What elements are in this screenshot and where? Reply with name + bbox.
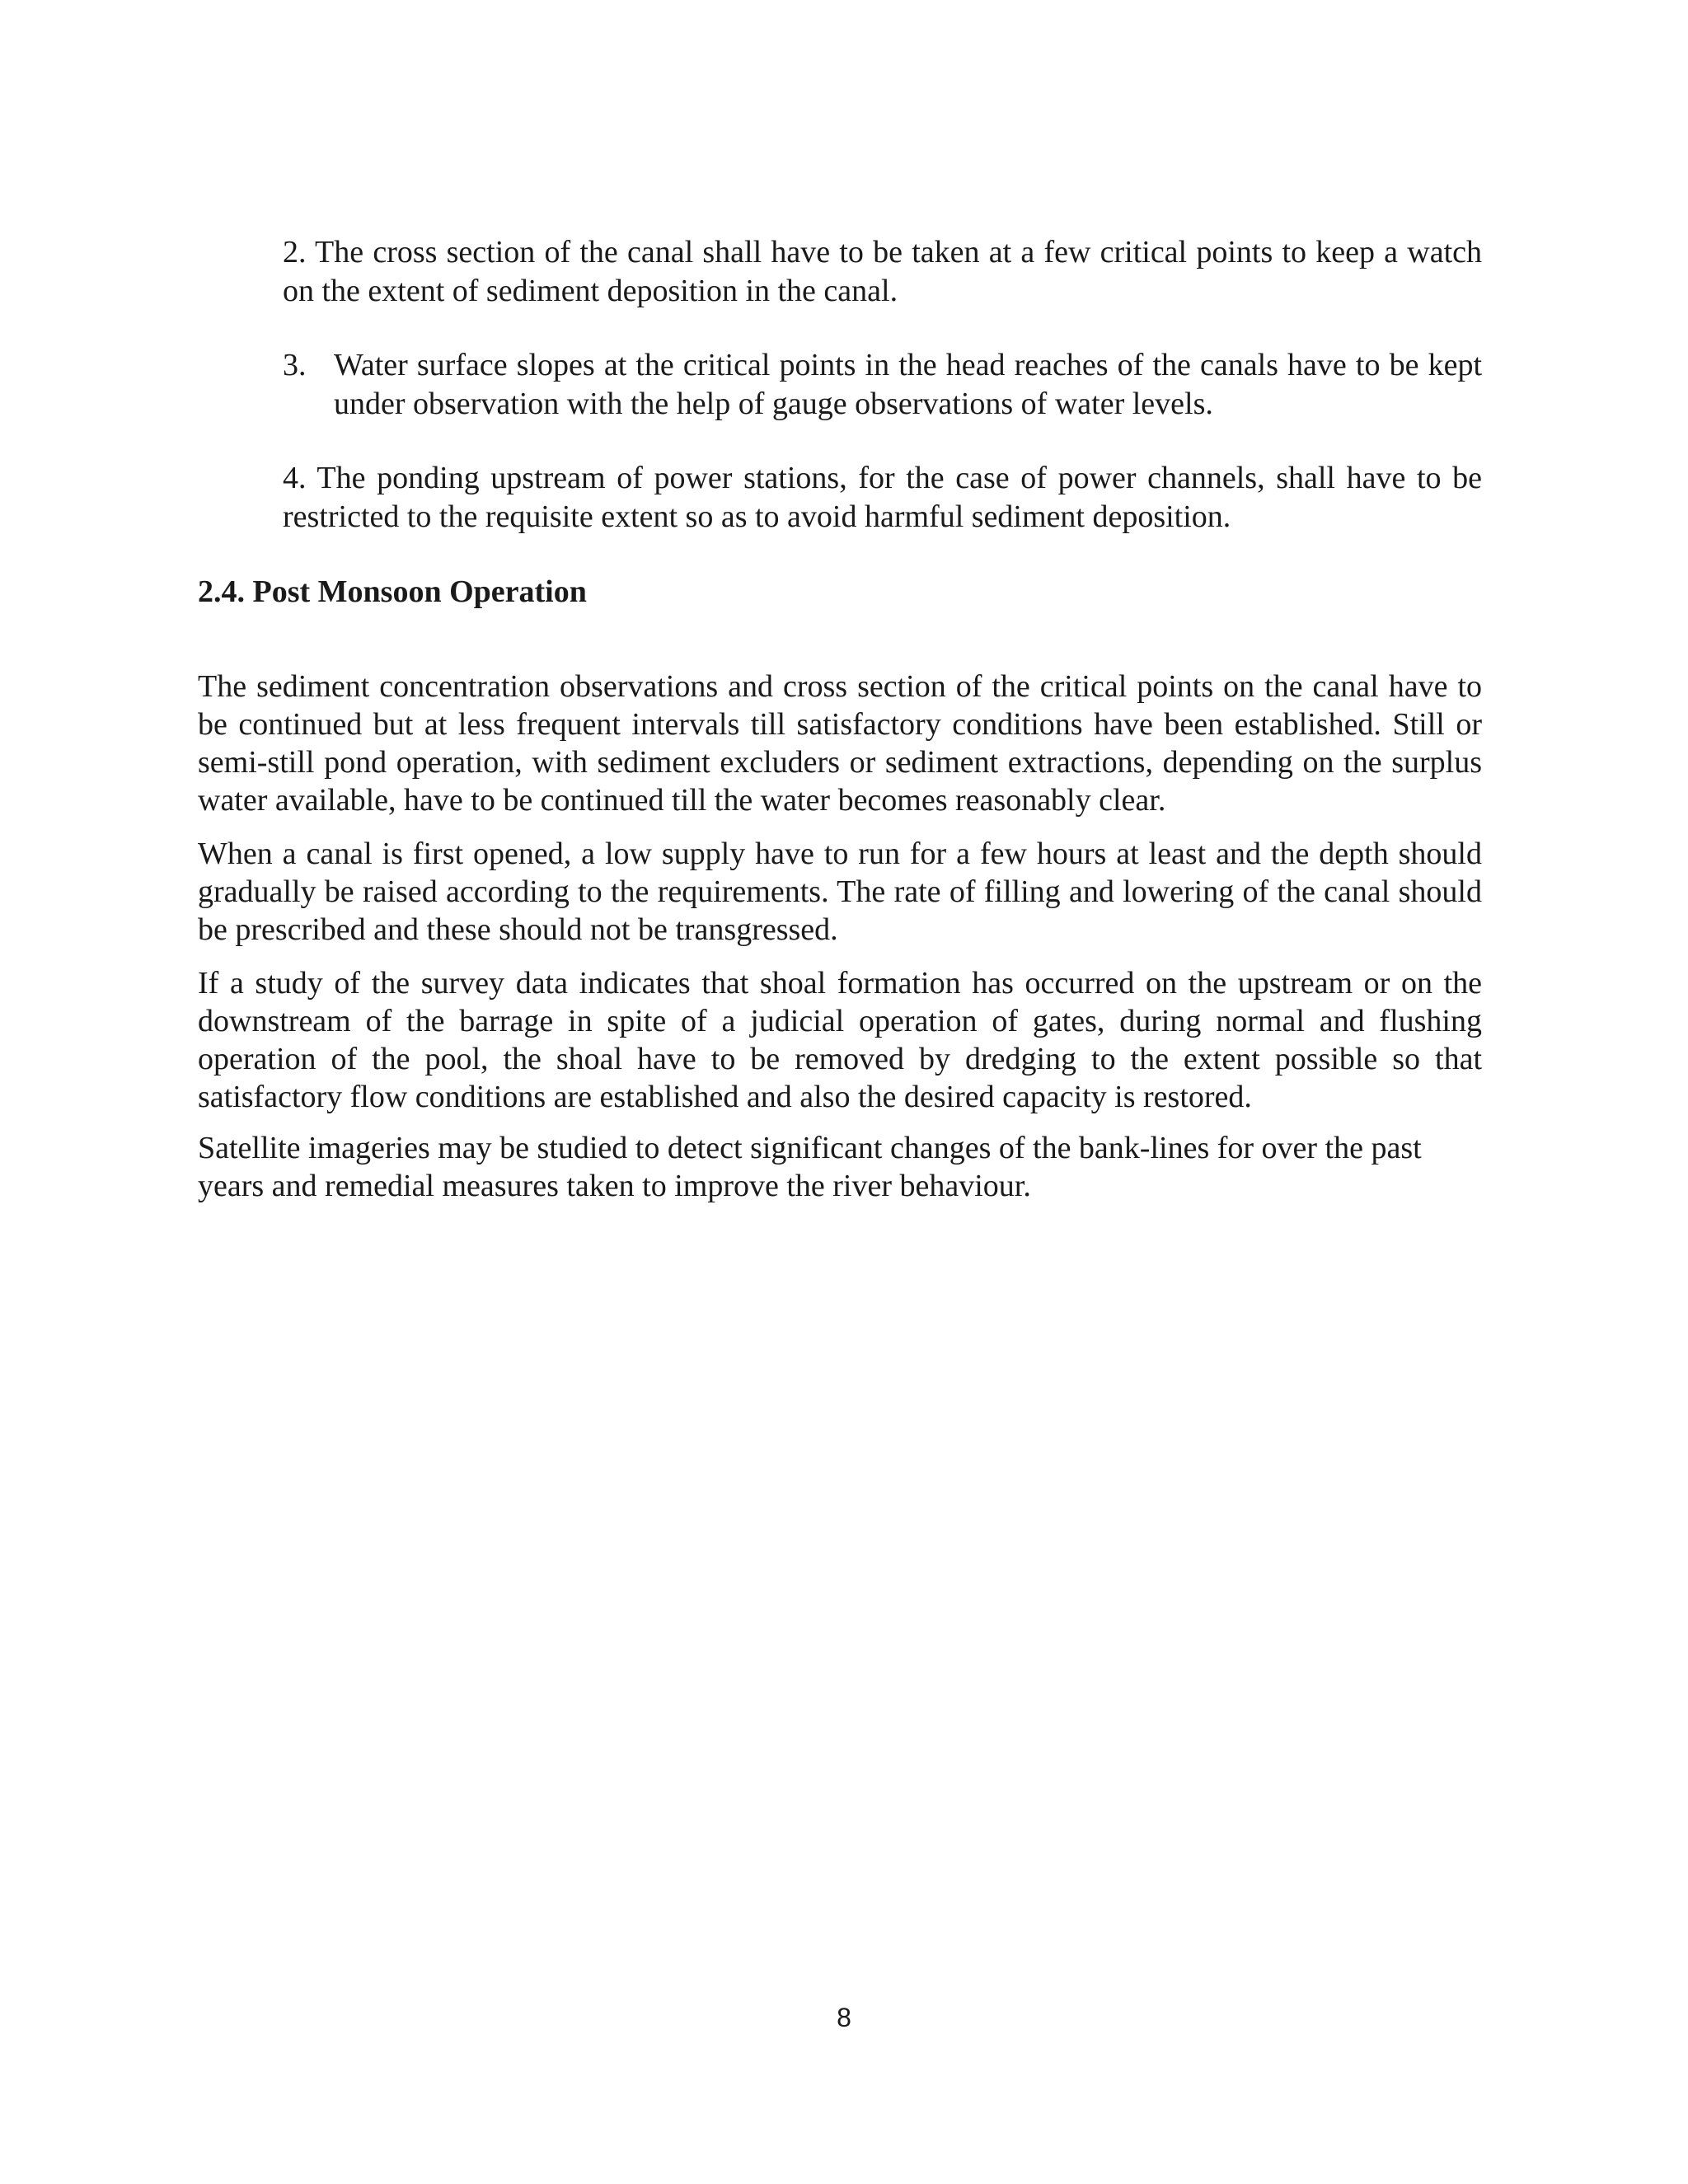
list-item-3-text: Water surface slopes at the critical points in the head reaches of the canals have to be kept under observation with the help of gauge observations of water levels.	[334, 348, 1482, 421]
section-heading: 2.4. Post Monsoon Operation	[198, 574, 587, 609]
list-item-4: 4. The ponding upstream of power stations, for the case of power channels, shall have to be restricted to the requisite extent so as to avoid harmful sediment deposition.	[283, 461, 1482, 534]
list-item-2: 2. The cross section of the canal shall have to be taken at a few critical points to keep a watch on the extent of sediment deposition in the canal.	[283, 235, 1482, 308]
list-item-3-number: 3.	[283, 348, 307, 382]
paragraph-canal-opening: When a canal is first opened, a low supply have to run for a few hours at least and the depth should gradually be raised according to the requirements. The rate of filling and lowering of the canal should be prescribed and these should not be transgressed.	[198, 837, 1482, 947]
paragraph-satellite-imageries: Satellite imageries may be studied to detect significant changes of the bank-lines for over the past years and remedial measures taken to improve the river behaviour.	[198, 1131, 1422, 1203]
page-number: 8	[837, 2003, 851, 2032]
list-item-3	[283, 346, 1482, 424]
paragraph-shoal-formation: If a study of the survey data indicates that shoal formation has occurred on the upstream or on the downstream of the barrage in spite of a judicial operation of gates, during normal and flushing operation of the pool, the shoal have to be removed by dredging to the extent possible so that satisfactory flow conditions are established and also the desired capacity is restored.	[198, 966, 1482, 1114]
paragraph-sediment-observations: The sediment concentration observations and cross section of the critical points on the canal have to be continued but at less frequent intervals till satisfactory conditions have been established. Still or semi-still pond operation, with sediment excluders or sediment extractions, depending on the surplus water available, have to be continued till the water becomes reasonably clear.	[198, 669, 1482, 818]
